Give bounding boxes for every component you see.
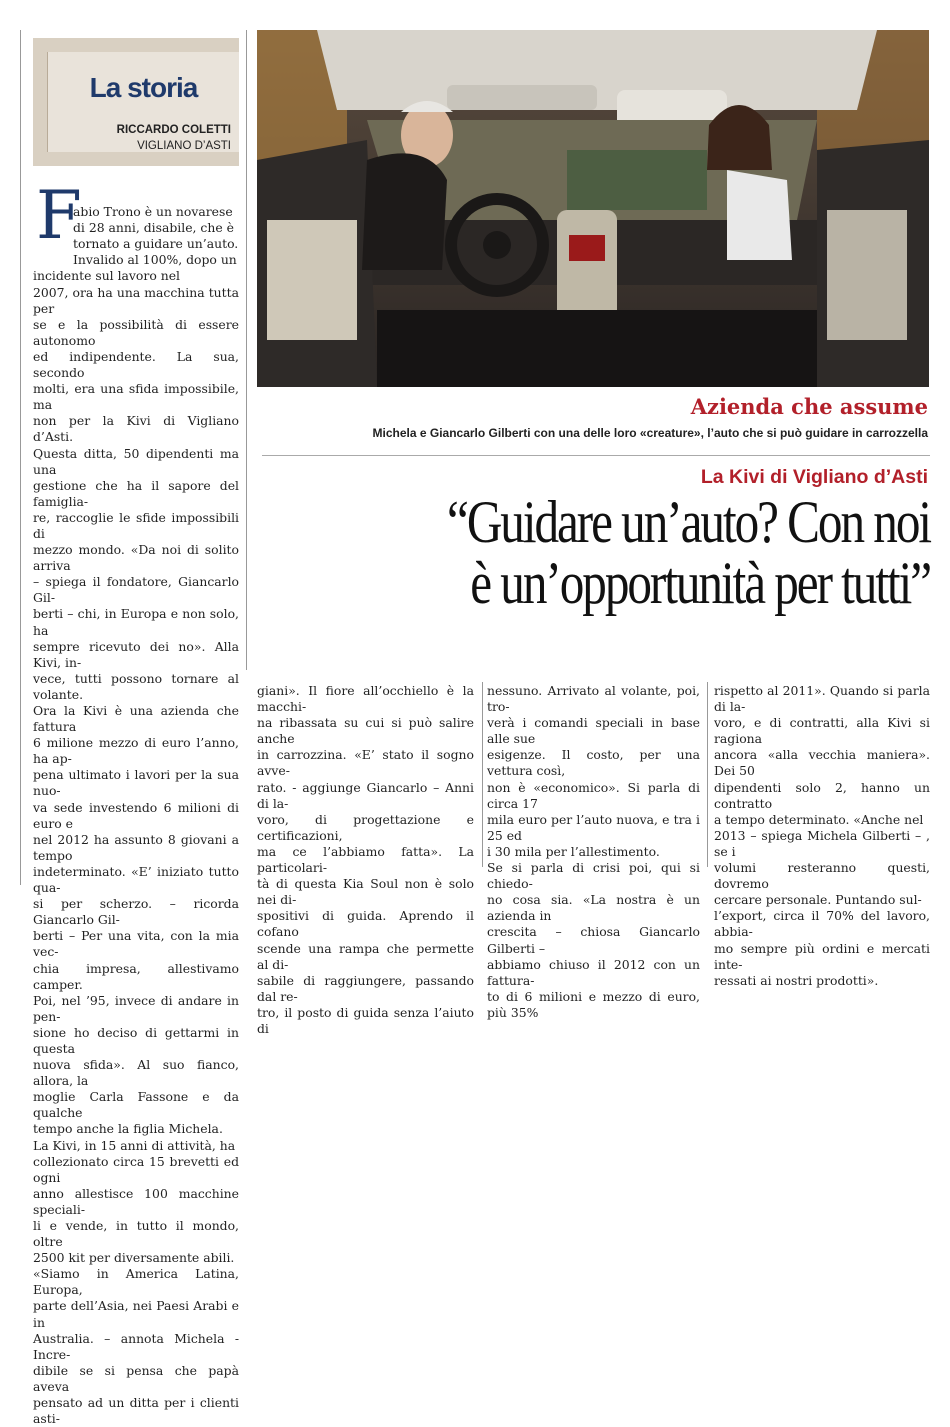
article-column-1-text: abio Trono è un novarese di 28 anni, disabile, che è tornato a guidare un’auto. Invalido al 100%, dopo un incidente sul lavoro nel 2007, ora ha una macchina tutta per se e la possibilità di essere autonomo ed indipendente. La sua, secondo molti, era una sfida impossibile, ma non per la Kivi di Vigliano d’Asti. Questa ditta, 50 dipendenti ma una gestione che ha il sapore del famiglia- re, raccoglie le sfide impossibili di mezzo mondo. «Da noi di solito arriva – spiega il fondatore, Giancarlo Gil- berti – chi, in Europa e non solo, ha sempre ricevuto dei no». Alla Kivi, in- vece, tutti possono tornare al volante. Ora la Kivi è una azienda che fattura 6 milione mezzo di euro l’anno, ha ap- pena ultimato i lavori per la sua nuo- va sede investendo 6 milioni di euro e nel 2012 ha assunto 8 giovani a tempo indeterminato. «E’ iniziato tutto qua- si per scherzo. – ricorda Giancarlo Gil- berti – Per una vita, con la mia vec- chia impresa, allestivamo camper. Poi, nel ’95, invece di andare in pen- sione ho deciso di gettarmi in questa nuova sfida». Al suo fianco, allora, la moglie Carla Fassone e da qualche tempo anche la figlia Michela. La Kivi, in 15 anni di attività, ha collezionato circa 15 brevetti ed ogni anno allestisce 100 macchine speciali- li e vende, in tutto il mondo, oltre 2500 kit per diversamente abili. «Siamo in America Latina, Europa, parte dell’Asia, nei Paesi Arabi e in Australia. – annota Michela - Incre- dibile se si pensa che papà aveva pensato ad un ditta per i clienti asti- (33, 204, 239, 1427)
photo-caption: Michela e Giancarlo Gilberti con una delle loro «creature», l’auto che si può guidare in carrozzella (372, 426, 928, 440)
column-divider (707, 682, 708, 867)
caption-separator (262, 455, 930, 456)
article-column-1 (33, 177, 239, 1427)
subheadline: La Kivi di Vigliano d’Asti (700, 466, 928, 488)
section-title: La storia (89, 72, 198, 103)
drop-cap: F (36, 177, 82, 254)
article-column-2: giani». Il fiore all’occhiello è la macchi- na ribassata su cui si può salire anche in carrozzina. «E’ stato il sogno avve- rato. - aggiunge Giancarlo – Anni di la- voro, di progettazione e certificazioni, ma ce l’abbiamo fatta». La particolari- tà di questa Kia Soul non è solo nei di- spositivi di guida. Aprendo il cofano scende una rampa che permette al di- sabile di raggiungere, passando dal re- tro, il posto di guida senza l’aiuto di (257, 683, 474, 1036)
headline-line-1: “Guidare un’auto? Con noi (447, 489, 930, 555)
article-photo (257, 30, 929, 387)
headline-line-2: è un’opportunità per tutti” (470, 550, 930, 616)
column-divider (482, 682, 483, 867)
car-interior-illustration (257, 30, 929, 387)
article-column-4: rispetto al 2011». Quando si parla di la- voro, e di contratti, alla Kivi si ragiona ancora «alla vecchia maniera». Dei 50 dipendenti solo 2, hanno un contratto a tempo determinato. «Anche nel 2013 – spiega Michela Gilberti – , se i volumi resteranno questi, dovremo cercare personale. Puntando sul- l’export, circa il 70% del lavoro, abbia- mo sempre più ordini e mercati inte- ressati ai nostri prodotti». (714, 683, 930, 988)
section-label-box (33, 38, 239, 166)
article-column-3: nessuno. Arrivato al volante, poi, tro- verà i comandi speciali in base alle sue esigenze. Il costo, per una vettura così, non è «economico». Si parla di circa 17 mila euro per l’auto nuova, e tra i 25 ed i 30 mila per l’allestimento. Se si parla di crisi poi, qui si chiedo- no cosa sia. «La nostra è un azienda in crescita – chiosa Giancarlo Gilberti – abbiamo chiuso il 2012 con un fattura- to di 6 milioni e mezzo di euro, più 35% (487, 683, 700, 1020)
author-name: RICCARDO COLETTI (116, 124, 231, 136)
column-divider (246, 30, 247, 670)
author-location: VIGLIANO D’ASTI (137, 140, 231, 152)
photo-kicker: Azienda che assume (690, 394, 928, 419)
headline (382, 489, 930, 616)
page-left-rule (20, 30, 21, 885)
